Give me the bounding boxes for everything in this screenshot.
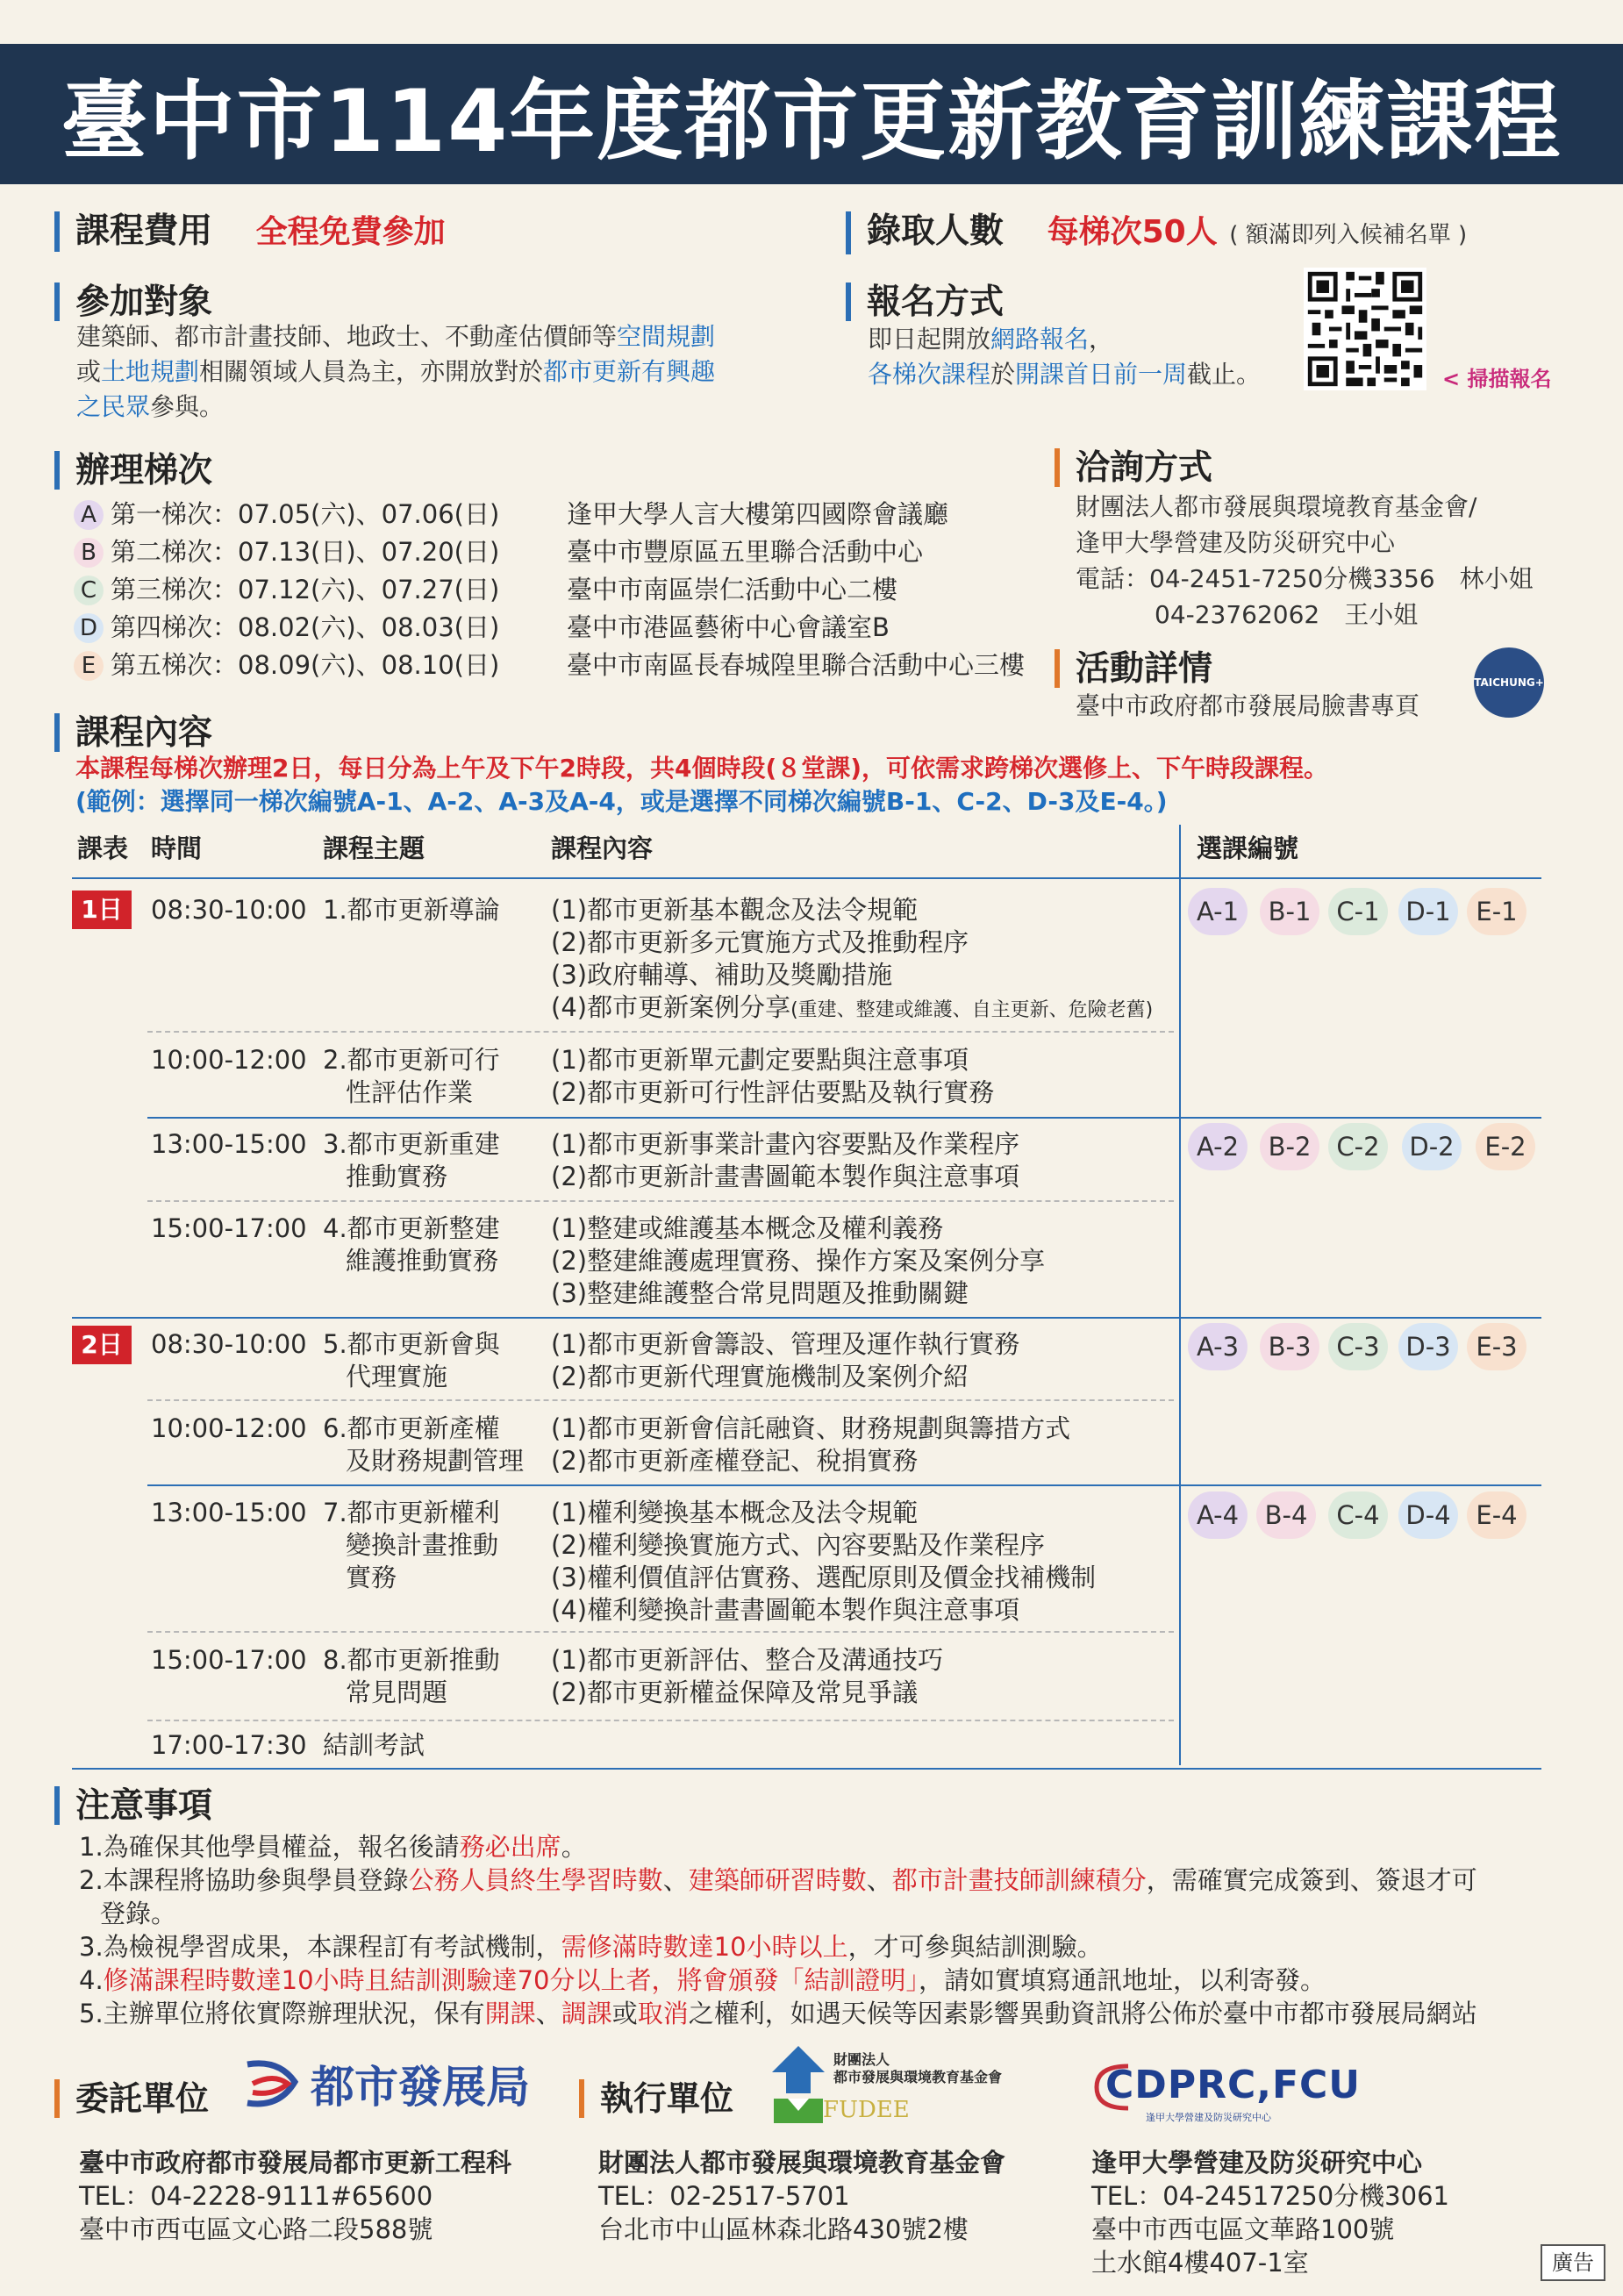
details-text: 臺中市政府都市發展局臉書專頁	[1076, 691, 1420, 720]
content-line: (4)權利變換計畫書圖範本製作與注意事項	[551, 1595, 1020, 1625]
org1-name: 臺中市政府都市發展局都市更新工程科	[79, 2148, 512, 2178]
content-line: (2)都市更新多元實施方式及推動程序	[551, 927, 969, 957]
note-text: 、	[535, 1999, 561, 2028]
note-highlight: 都市計畫技師訓練積分	[891, 1865, 1147, 1895]
row-topic	[323, 1497, 500, 1594]
fudee-logo	[770, 2046, 1033, 2125]
contact-org1: 財團法人都市發展與環境教育基金會/	[1076, 492, 1477, 521]
udd-logo-icon	[244, 2057, 307, 2110]
row-time: 13:00-15:00	[151, 1129, 307, 1159]
row-time: 08:30-10:00	[151, 1329, 307, 1359]
header-content: 課程內容	[551, 833, 654, 863]
notes-heading	[54, 1786, 212, 1825]
course-code-badge: B-1	[1260, 888, 1319, 935]
org2-addr: 台北市中山區林森北路430號2樓	[598, 2214, 969, 2244]
quota-section	[846, 211, 1467, 254]
header-topic: 課程主題	[323, 833, 425, 863]
course-code-badge: E-2	[1476, 1123, 1535, 1170]
contact-heading	[1055, 448, 1212, 487]
topic-line: 6.都市更新產權	[323, 1413, 500, 1443]
session-venue: 臺中市豐原區五里聯合活動中心	[567, 537, 924, 567]
details-label: 活動詳情	[1076, 648, 1213, 689]
qr-code-icon[interactable]	[1304, 268, 1426, 390]
row-topic	[323, 1644, 500, 1709]
contact-org2: 逢甲大學營建及防災研究中心	[1076, 528, 1396, 557]
row-divider	[147, 1200, 1174, 1202]
row-divider	[147, 1117, 1541, 1119]
content-line: (1)都市更新評估、整合及溝通技巧	[551, 1645, 944, 1675]
audience-h4: 之民眾	[76, 392, 151, 421]
row-content	[551, 1644, 943, 1709]
register-l1c: ，	[1089, 325, 1114, 354]
header-day: 課表	[77, 833, 129, 863]
content-line: (3)權利價值評估實務、選配原則及價金找補機制	[551, 1563, 1097, 1592]
content-line: (2)都市更新計畫書圖範本製作與注意事項	[551, 1162, 1020, 1191]
audience-p2: 或	[76, 357, 102, 386]
register-l2b: 於	[990, 360, 1016, 389]
content-line: (1)權利變換基本概念及法令規範	[551, 1498, 919, 1527]
session-letter-badge: A	[74, 500, 104, 530]
topic-line: 4.都市更新整建	[323, 1213, 500, 1243]
schedule-table	[72, 820, 1541, 1777]
register-l1b: 網路報名	[990, 325, 1090, 354]
course-code-badge: B-2	[1260, 1123, 1319, 1170]
note-item	[79, 1830, 1570, 1863]
org3-addr2: 土水館4樓407-1室	[1091, 2248, 1309, 2278]
note-text: 或	[611, 1999, 638, 2028]
session-venue: 臺中市港區藝術中心會議室B	[567, 612, 890, 642]
note-item	[79, 1930, 1570, 1963]
row-content	[551, 1128, 1019, 1193]
content-line: (1)都市更新基本觀念及法令規範	[551, 895, 919, 925]
note-text: 3.為檢視學習成果，本課程訂有考試機制，	[79, 1932, 561, 1962]
note-highlight: 修滿課程時數達10小時且結訓測驗達70分以上者，將會頒發「結訓證明」	[103, 1965, 919, 1995]
register-heading	[846, 283, 1004, 321]
content-line: (2)都市更新代理實施機制及案例介紹	[551, 1362, 969, 1391]
notes-list	[79, 1830, 1570, 2030]
row-time: 17:00-17:30	[151, 1730, 307, 1760]
note-text: ，需確實完成簽到、簽退才可	[1146, 1865, 1477, 1895]
course-desc2: (範例：選擇同一梯次編號A-1、A-2、A-3及A-4，或是選擇不同梯次編號B-1、C-2、D-3及E-4。)	[75, 787, 1168, 816]
contact-text	[1076, 489, 1534, 633]
topic-line: 推動實務	[346, 1162, 448, 1191]
row-divider	[72, 1317, 1541, 1319]
content-line: (4)都市更新案例分享	[551, 992, 791, 1022]
row-time: 10:00-12:00	[151, 1413, 307, 1443]
content-line: (2)都市更新可行性評估要點及執行實務	[551, 1077, 995, 1107]
note-highlight: 公務人員終生學習時數	[408, 1865, 663, 1895]
fudee-name-line: 都市發展與環境教育基金會	[833, 2069, 1003, 2085]
topic-line: 變換計畫推動	[346, 1530, 499, 1560]
audience-p1: 建築師、都市計畫技師、地政士、不動產估價師等	[76, 322, 618, 351]
course-code-badge: A-1	[1188, 888, 1248, 935]
session-name: 第三梯次：07.12(六)、07.27(日)	[111, 575, 500, 604]
register-l2c: 開課首日前一周	[1015, 360, 1188, 389]
scan-hint: < 掃描報名	[1442, 367, 1552, 391]
note-item	[79, 1863, 1570, 1897]
cdprc-mark: CDPRC,FCU	[1105, 2063, 1362, 2107]
topic-line: 維護推動實務	[346, 1246, 499, 1276]
course-code-badge: D-3	[1398, 1323, 1458, 1370]
session-item	[74, 496, 1025, 533]
session-item	[74, 533, 1025, 571]
org3-name: 逢甲大學營建及防災研究中心	[1091, 2148, 1423, 2178]
content-line: (2)整建維護處理實務、操作方案及案例分享	[551, 1246, 1046, 1276]
org3-info	[1091, 2146, 1449, 2279]
content-note: (重建、整建或維護、自主更新、危險老舊)	[790, 999, 1154, 1021]
course-code-badge: A-3	[1188, 1323, 1248, 1370]
contact-label: 洽詢方式	[1076, 447, 1213, 488]
details-heading	[1055, 649, 1212, 688]
session-name: 第四梯次：08.02(六)、08.03(日)	[111, 612, 500, 642]
audience-text	[76, 319, 813, 425]
quota-note: ( 額滿即列入候補名單 )	[1229, 222, 1468, 248]
header-code: 選課編號	[1197, 833, 1299, 863]
row-time: 10:00-12:00	[151, 1045, 307, 1075]
topic-line: 代理實施	[346, 1362, 448, 1391]
session-letter-badge: B	[74, 538, 104, 568]
org2-info	[598, 2146, 1005, 2246]
content-line: (2)權利變換實施方式、內容要點及作業程序	[551, 1530, 1046, 1560]
note-highlight: 務必出席	[459, 1832, 561, 1862]
content-line: (2)都市更新產權登記、稅捐實務	[551, 1446, 919, 1476]
org3-addr1: 臺中市西屯區文華路100號	[1091, 2214, 1395, 2244]
note-text: 之權利，如遇天候等因素影響異動資訊將公佈於臺中市都市發展局網站	[688, 1999, 1477, 2028]
register-text	[868, 322, 1324, 392]
course-code-badge: D-2	[1402, 1123, 1462, 1170]
title-banner	[0, 44, 1623, 184]
session-letter-badge: C	[74, 576, 104, 605]
session-name: 第一梯次：07.05(六)、07.06(日)	[111, 499, 500, 529]
note-text: ，請如實填寫通訊地址，以利寄發。	[918, 1965, 1326, 1995]
session-letter-badge: E	[74, 651, 104, 681]
content-line: (1)都市更新會籌設、管理及運作執行實務	[551, 1329, 1020, 1359]
taichung-facebook-icon[interactable]	[1474, 647, 1544, 718]
topic-line: 8.都市更新推動	[323, 1645, 500, 1675]
org3-tel: TEL：04-24517250分機3061	[1091, 2181, 1449, 2211]
session-venue: 臺中市南區崇仁活動中心二樓	[567, 575, 898, 604]
cdprc-logo	[1093, 2057, 1362, 2128]
course-code-badge: B-4	[1256, 1491, 1316, 1539]
note-text: 4.	[79, 1965, 104, 1995]
note-text: 5.主辦單位將依實際辦理狀況，保有	[79, 1999, 485, 2028]
row-divider	[147, 1484, 1541, 1486]
quota-value: 每梯次50人	[1047, 214, 1218, 250]
notes-label: 注意事項	[75, 1785, 213, 1826]
exec-label: 執行單位	[600, 2078, 734, 2118]
row-divider	[147, 1631, 1174, 1633]
note-text: 。	[561, 1832, 587, 1862]
course-description	[75, 752, 1328, 819]
session-name: 第五梯次：08.09(六)、08.10(日)	[111, 650, 500, 680]
note-item: 登錄。	[100, 1899, 177, 1928]
topic-line: 1.都市更新導論	[323, 895, 500, 925]
sessions-label: 辦理梯次	[75, 450, 213, 490]
row-topic	[323, 1328, 500, 1393]
fudee-org-name	[833, 2051, 1002, 2086]
course-code-badge: D-1	[1398, 888, 1458, 935]
topic-line: 7.都市更新權利	[323, 1498, 500, 1527]
course-code-badge: C-2	[1328, 1123, 1388, 1170]
audience-h1: 空間規劃	[617, 322, 716, 351]
session-name: 第二梯次：07.13(日)、07.20(日)	[111, 537, 500, 567]
course-code-badge: C-1	[1328, 888, 1388, 935]
row-topic: 結訓考試	[323, 1730, 425, 1760]
row-time: 13:00-15:00	[151, 1498, 307, 1527]
row-time: 15:00-17:00	[151, 1645, 307, 1675]
course-code-badge: C-4	[1328, 1491, 1388, 1539]
content-line: (1)整建或維護基本概念及權利義務	[551, 1213, 944, 1243]
exec-heading	[579, 2079, 733, 2118]
session-letter-badge: D	[74, 613, 104, 643]
note-text: ，才可參與結訓測驗。	[847, 1932, 1103, 1962]
audience-heading	[54, 283, 212, 321]
fudee-logo-icon	[770, 2046, 826, 2125]
course-desc1: 本課程每梯次辦理2日，每日分為上午及下午2時段，共4個時段(８堂課)，可依需求跨梯次選修上、下午時段課程。	[75, 754, 1329, 783]
session-venue: 臺中市南區長春城隍里聯合活動中心三樓	[567, 650, 1026, 680]
day2-badge: 2日	[72, 1326, 132, 1364]
topic-line: 常見問題	[346, 1677, 448, 1707]
contact-phone2: 04-23762062 王小姐	[1155, 600, 1419, 629]
note-highlight: 建築師研習時數	[688, 1865, 867, 1895]
content-line: (1)都市更新單元劃定要點與注意事項	[551, 1045, 969, 1075]
commission-heading	[54, 2079, 209, 2118]
content-line: (3)整建維護整合常見問題及推動關鍵	[551, 1278, 969, 1308]
row-content	[551, 1044, 994, 1109]
note-highlight: 取消	[637, 1999, 689, 2028]
header-time: 時間	[151, 833, 203, 863]
org2-name: 財團法人都市發展與環境教育基金會	[598, 2148, 1006, 2178]
course-code-badge: A-4	[1188, 1491, 1248, 1539]
cdprc-subtitle: 逢甲大學營建及防災研究中心	[1146, 2112, 1271, 2123]
topic-line: 5.都市更新會與	[323, 1329, 500, 1359]
register-label: 報名方式	[867, 282, 1005, 322]
course-code-badge: B-3	[1260, 1323, 1319, 1370]
taichung-logo-text: TAICHUNG+	[1474, 676, 1544, 689]
topic-line: 3.都市更新重建	[323, 1129, 500, 1159]
session-item	[74, 609, 1025, 647]
fudee-mark: FUDEE	[823, 2097, 910, 2123]
row-topic	[323, 1044, 500, 1109]
row-divider	[72, 877, 1541, 879]
audience-p4: 參與。	[150, 392, 225, 421]
session-item	[74, 571, 1025, 609]
topic-line: 性評估作業	[346, 1077, 474, 1107]
note-text: 1.為確保其他學員權益，報名後請	[79, 1832, 460, 1862]
audience-h2: 土地規劃	[101, 357, 200, 386]
course-code-badge: E-3	[1467, 1323, 1526, 1370]
course-heading	[54, 713, 212, 752]
course-code-badge: D-4	[1398, 1491, 1458, 1539]
sessions-heading	[54, 451, 212, 490]
org1-tel: TEL：04-2228-9111#65600	[79, 2181, 433, 2211]
row-divider	[147, 1031, 1174, 1033]
row-topic	[323, 1128, 500, 1193]
udd-logo-text: 都市發展局	[311, 2062, 530, 2113]
row-divider	[147, 1399, 1174, 1401]
audience-p3: 相關領域人員為主，亦開放對於	[199, 357, 544, 386]
row-content	[551, 894, 1153, 1026]
note-item	[79, 1963, 1570, 1997]
column-divider	[1179, 825, 1181, 1765]
audience-h3: 都市更新有興趣	[543, 357, 716, 386]
row-content	[551, 1413, 1070, 1477]
topic-line: 及財務規劃管理	[346, 1446, 525, 1476]
content-line: (1)都市更新會信託融資、財務規劃與籌措方式	[551, 1413, 1071, 1443]
row-time: 08:30-10:00	[151, 895, 307, 925]
note-item	[79, 1997, 1570, 2030]
day1-badge: 1日	[72, 891, 132, 929]
content-line: (1)都市更新事業計畫內容要點及作業程序	[551, 1129, 1020, 1159]
course-label: 課程內容	[75, 712, 213, 753]
note-highlight: 需修滿時數達10小時以上	[561, 1932, 848, 1962]
audience-label: 參加對象	[75, 282, 213, 322]
row-content	[551, 1497, 1096, 1627]
quota-label: 錄取人數	[867, 211, 1005, 251]
course-code-badge: C-3	[1328, 1323, 1388, 1370]
course-code-badge: E-4	[1467, 1491, 1526, 1539]
content-line: (3)政府輔導、補助及獎勵措施	[551, 960, 893, 990]
note-highlight: 調課	[561, 1999, 612, 2028]
contact-phone1: 電話：04-2451-7250分機3356 林小姐	[1076, 564, 1534, 593]
row-divider	[147, 1720, 1174, 1721]
topic-line: 2.都市更新可行	[323, 1045, 500, 1075]
topic-line: 實務	[346, 1563, 397, 1592]
note-highlight: 開課	[484, 1999, 536, 2028]
register-l1a: 即日起開放	[868, 325, 991, 354]
org2-tel: TEL：02-2517-5701	[598, 2181, 850, 2211]
page-title: 臺中市114年度都市更新教育訓練課程	[61, 71, 1562, 172]
course-code-badge: E-1	[1467, 888, 1526, 935]
ad-label: 廣告	[1541, 2244, 1605, 2281]
fee-section	[54, 211, 446, 252]
content-line: (2)都市更新權益保障及常見爭議	[551, 1677, 919, 1707]
row-content	[551, 1212, 1045, 1310]
course-code-badge: A-2	[1188, 1123, 1248, 1170]
commission-label: 委託單位	[75, 2078, 210, 2118]
row-divider	[72, 1768, 1541, 1770]
fee-label: 課程費用	[75, 211, 213, 251]
note-text: 、	[662, 1865, 689, 1895]
udd-logo	[244, 2053, 530, 2114]
note-text: 2.本課程將協助參與學員登錄	[79, 1865, 409, 1895]
sessions-list	[74, 496, 1025, 684]
fudee-name-line: 財團法人	[833, 2051, 890, 2068]
note-text: 、	[866, 1865, 892, 1895]
row-topic	[323, 1212, 500, 1277]
row-time: 15:00-17:00	[151, 1213, 307, 1243]
org1-info	[79, 2146, 511, 2246]
session-item	[74, 647, 1025, 684]
row-topic	[323, 1413, 524, 1477]
org1-addr: 臺中市西屯區文心路二段588號	[79, 2214, 433, 2244]
session-venue: 逢甲大學人言大樓第四國際會議廳	[567, 499, 949, 529]
row-topic	[323, 894, 500, 926]
register-l2d: 截止。	[1187, 360, 1262, 389]
register-l2a: 各梯次課程	[868, 360, 991, 389]
fee-value: 全程免費參加	[255, 214, 446, 250]
row-content	[551, 1328, 1019, 1393]
